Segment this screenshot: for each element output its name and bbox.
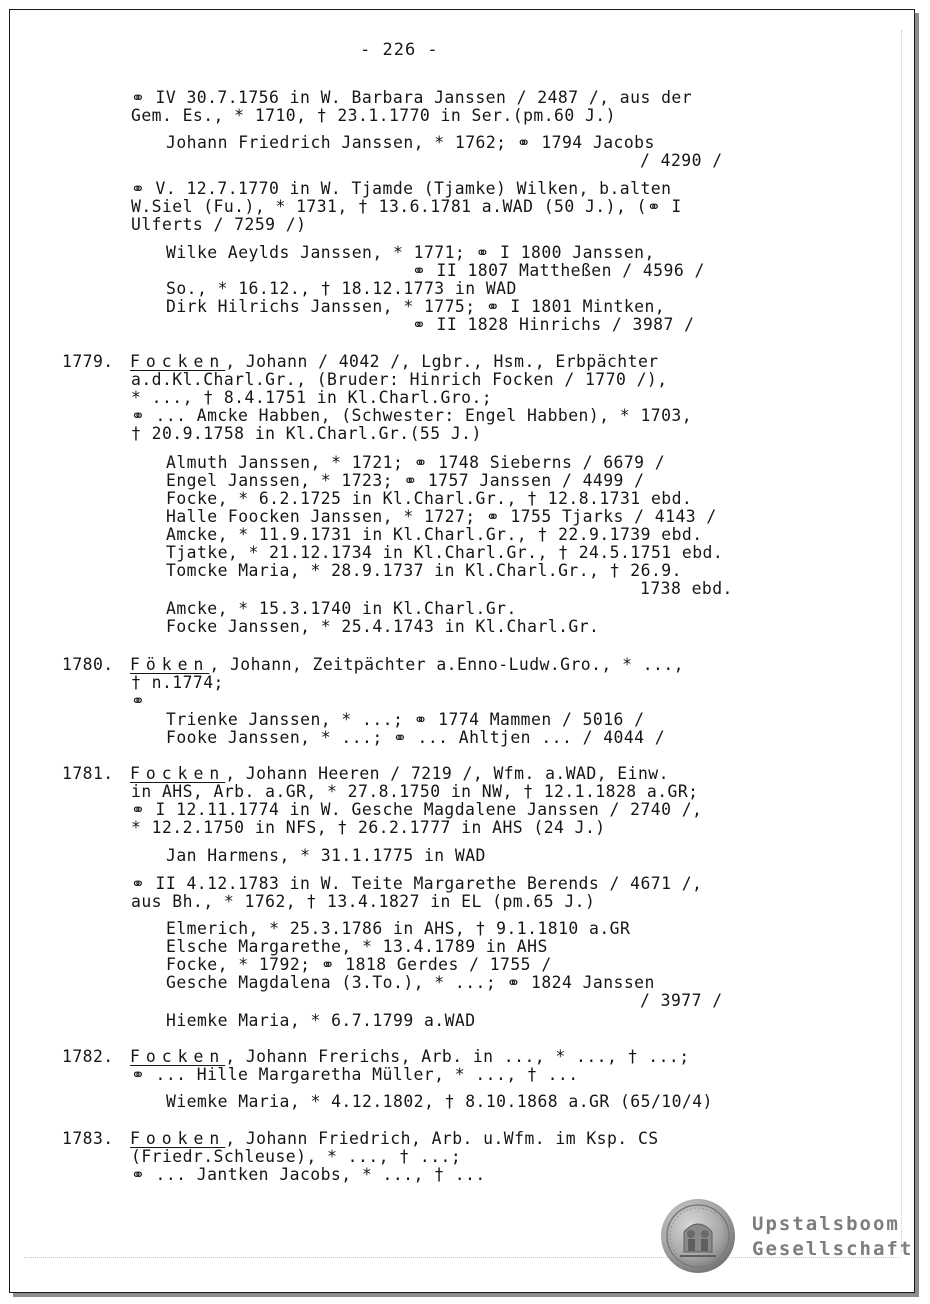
text-line: Amcke, * 11.9.1731 in Kl.Charl.Gr., † 22.9.1739 ebd. xyxy=(166,525,703,544)
entry-heading xyxy=(62,656,684,674)
text-line: Focke, * 1792; ⚭ 1818 Gerdes / 1755 / xyxy=(166,955,552,974)
entry-number: 1783. xyxy=(62,1129,114,1148)
text-line: † 20.9.1758 in Kl.Charl.Gr.(55 J.) xyxy=(131,424,482,443)
brand-name xyxy=(752,1212,913,1262)
text-line: W.Siel (Fu.), * 1731, † 13.6.1781 a.WAD (50 J.), (⚭ I xyxy=(131,197,682,216)
entry-number: 1782. xyxy=(62,1047,114,1066)
text-line: Elmerich, * 25.3.1786 in AHS, † 9.1.1810 a.GR xyxy=(166,919,631,938)
text-line: 1738 ebd. xyxy=(640,579,733,598)
text-line: ⚭ ... Jantken Jacobs, * ..., † ... xyxy=(131,1165,486,1184)
entry-number: 1781. xyxy=(62,764,114,783)
text-line: a.d.Kl.Charl.Gr., (Bruder: Hinrich Focken / 1770 /), xyxy=(131,370,668,389)
text-line: Ulferts / 7259 /) xyxy=(131,215,307,234)
entry-number: 1780. xyxy=(62,655,114,674)
text-line: Wilke Aeylds Janssen, * 1771; ⚭ I 1800 Janssen, xyxy=(166,243,655,262)
entry-number: 1779. xyxy=(62,352,114,371)
text-line: ⚭ ... Amcke Habben, (Schwester: Engel Habben), * 1703, xyxy=(131,406,693,425)
text-line: ⚭ II 1828 Hinrichs / 3987 / xyxy=(412,315,695,334)
text-line: Trienke Janssen, * ...; ⚭ 1774 Mammen / 5016 / xyxy=(166,710,645,729)
brand-line-2: Gesellschaft xyxy=(752,1238,914,1260)
text-line: aus Bh., * 1762, † 13.4.1827 in EL (pm.65 J.) xyxy=(131,892,596,911)
text-line: ⚭ IV 30.7.1756 in W. Barbara Janssen / 2487 /, aus der xyxy=(131,88,693,107)
text-line: , Johann, Zeitpächter a.Enno-Ludw.Gro., * ..., xyxy=(209,655,684,674)
text-line: Engel Janssen, * 1723; ⚭ 1757 Janssen / 4499 / xyxy=(166,471,645,490)
text-line: Hiemke Maria, * 6.7.1799 a.WAD xyxy=(166,1011,476,1030)
text-line: (Friedr.Schleuse), * ..., † ...; xyxy=(131,1147,462,1166)
family-name: Focken xyxy=(130,352,226,371)
entry-heading xyxy=(62,1048,690,1066)
text-line: * 12.2.1750 in NFS, † 26.2.1777 in AHS (24 J.) xyxy=(131,818,606,837)
text-line: in AHS, Arb. a.GR, * 27.8.1750 in NW, † 12.1.1828 a.GR; xyxy=(131,782,699,801)
text-line: , Johann / 4042 /, Lgbr., Hsm., Erbpächter xyxy=(225,352,659,371)
text-line: Gem. Es., * 1710, † 23.1.1770 in Ser.(pm.60 J.) xyxy=(131,106,616,125)
text-line: Focke Janssen, * 25.4.1743 in Kl.Charl.Gr. xyxy=(166,617,600,636)
text-line: † n.1774; xyxy=(131,673,224,692)
text-line: ⚭ II 4.12.1783 in W. Teite Margarethe Berends / 4671 /, xyxy=(131,874,703,893)
text-line: * ..., † 8.4.1751 in Kl.Charl.Gro.; xyxy=(131,388,493,407)
page-number: - 226 - xyxy=(360,40,439,60)
text-line: Tjatke, * 21.12.1734 in Kl.Charl.Gr., † 24.5.1751 ebd. xyxy=(166,543,724,562)
text-line: , Johann Heeren / 7219 /, Wfm. a.WAD, Einw. xyxy=(225,764,669,783)
text-line: Tomcke Maria, * 28.9.1737 in Kl.Charl.Gr., † 26.9. xyxy=(166,561,682,580)
text-line: ⚭ II 1807 Mattheßen / 4596 / xyxy=(412,261,705,280)
family-name: Focken xyxy=(130,1047,226,1066)
family-name: Fooken xyxy=(130,1129,226,1148)
text-line: ⚭ ... Hille Margaretha Müller, * ..., † ... xyxy=(131,1065,579,1084)
text-line: Jan Harmens, * 31.1.1775 in WAD xyxy=(166,846,486,865)
text-line: Halle Foocken Janssen, * 1727; ⚭ 1755 Tjarks / 4143 / xyxy=(166,507,717,526)
entry-heading xyxy=(62,1130,659,1148)
text-line: / 3977 / xyxy=(640,991,723,1010)
text-line: Elsche Margarethe, * 13.4.1789 in AHS xyxy=(166,937,548,956)
text-line: Amcke, * 15.3.1740 in Kl.Charl.Gr. xyxy=(166,599,517,618)
text-line: , Johann Frerichs, Arb. in ..., * ..., † ...; xyxy=(225,1047,690,1066)
text-line: Johann Friedrich Janssen, * 1762; ⚭ 1794 Jacobs xyxy=(166,133,655,152)
text-line: Gesche Magdalena (3.To.), * ...; ⚭ 1824 Janssen xyxy=(166,973,655,992)
text-line: / 4290 / xyxy=(640,151,723,170)
text-line: Fooke Janssen, * ...; ⚭ ... Ahltjen ... / 4044 / xyxy=(166,728,666,747)
family-name: Föken xyxy=(130,655,210,674)
text-line: Dirk Hilrichs Janssen, * 1775; ⚭ I 1801 Mintken, xyxy=(166,297,666,316)
text-line: ⚭ I 12.11.1774 in W. Gesche Magdalene Janssen / 2740 /, xyxy=(131,800,703,819)
text-line: ⚭ xyxy=(131,691,146,710)
seal-icon xyxy=(660,1198,736,1274)
entry-heading xyxy=(62,353,659,371)
family-name: Focken xyxy=(130,764,226,783)
text-line: So., * 16.12., † 18.12.1773 in WAD xyxy=(166,279,517,298)
publisher-logo xyxy=(660,1198,914,1274)
text-line: Wiemke Maria, * 4.12.1802, † 8.10.1868 a.GR (65/10/4) xyxy=(166,1092,713,1111)
text-line: Focke, * 6.2.1725 in Kl.Charl.Gr., † 12.8.1731 ebd. xyxy=(166,489,693,508)
entry-heading xyxy=(62,765,669,783)
text-line: Almuth Janssen, * 1721; ⚭ 1748 Sieberns / 6679 / xyxy=(166,453,666,472)
text-line: ⚭ V. 12.7.1770 in W. Tjamde (Tjamke) Wilken, b.alten xyxy=(131,179,672,198)
brand-line-1: Upstalsboom xyxy=(752,1213,900,1235)
text-line: , Johann Friedrich, Arb. u.Wfm. im Ksp. CS xyxy=(225,1129,659,1148)
